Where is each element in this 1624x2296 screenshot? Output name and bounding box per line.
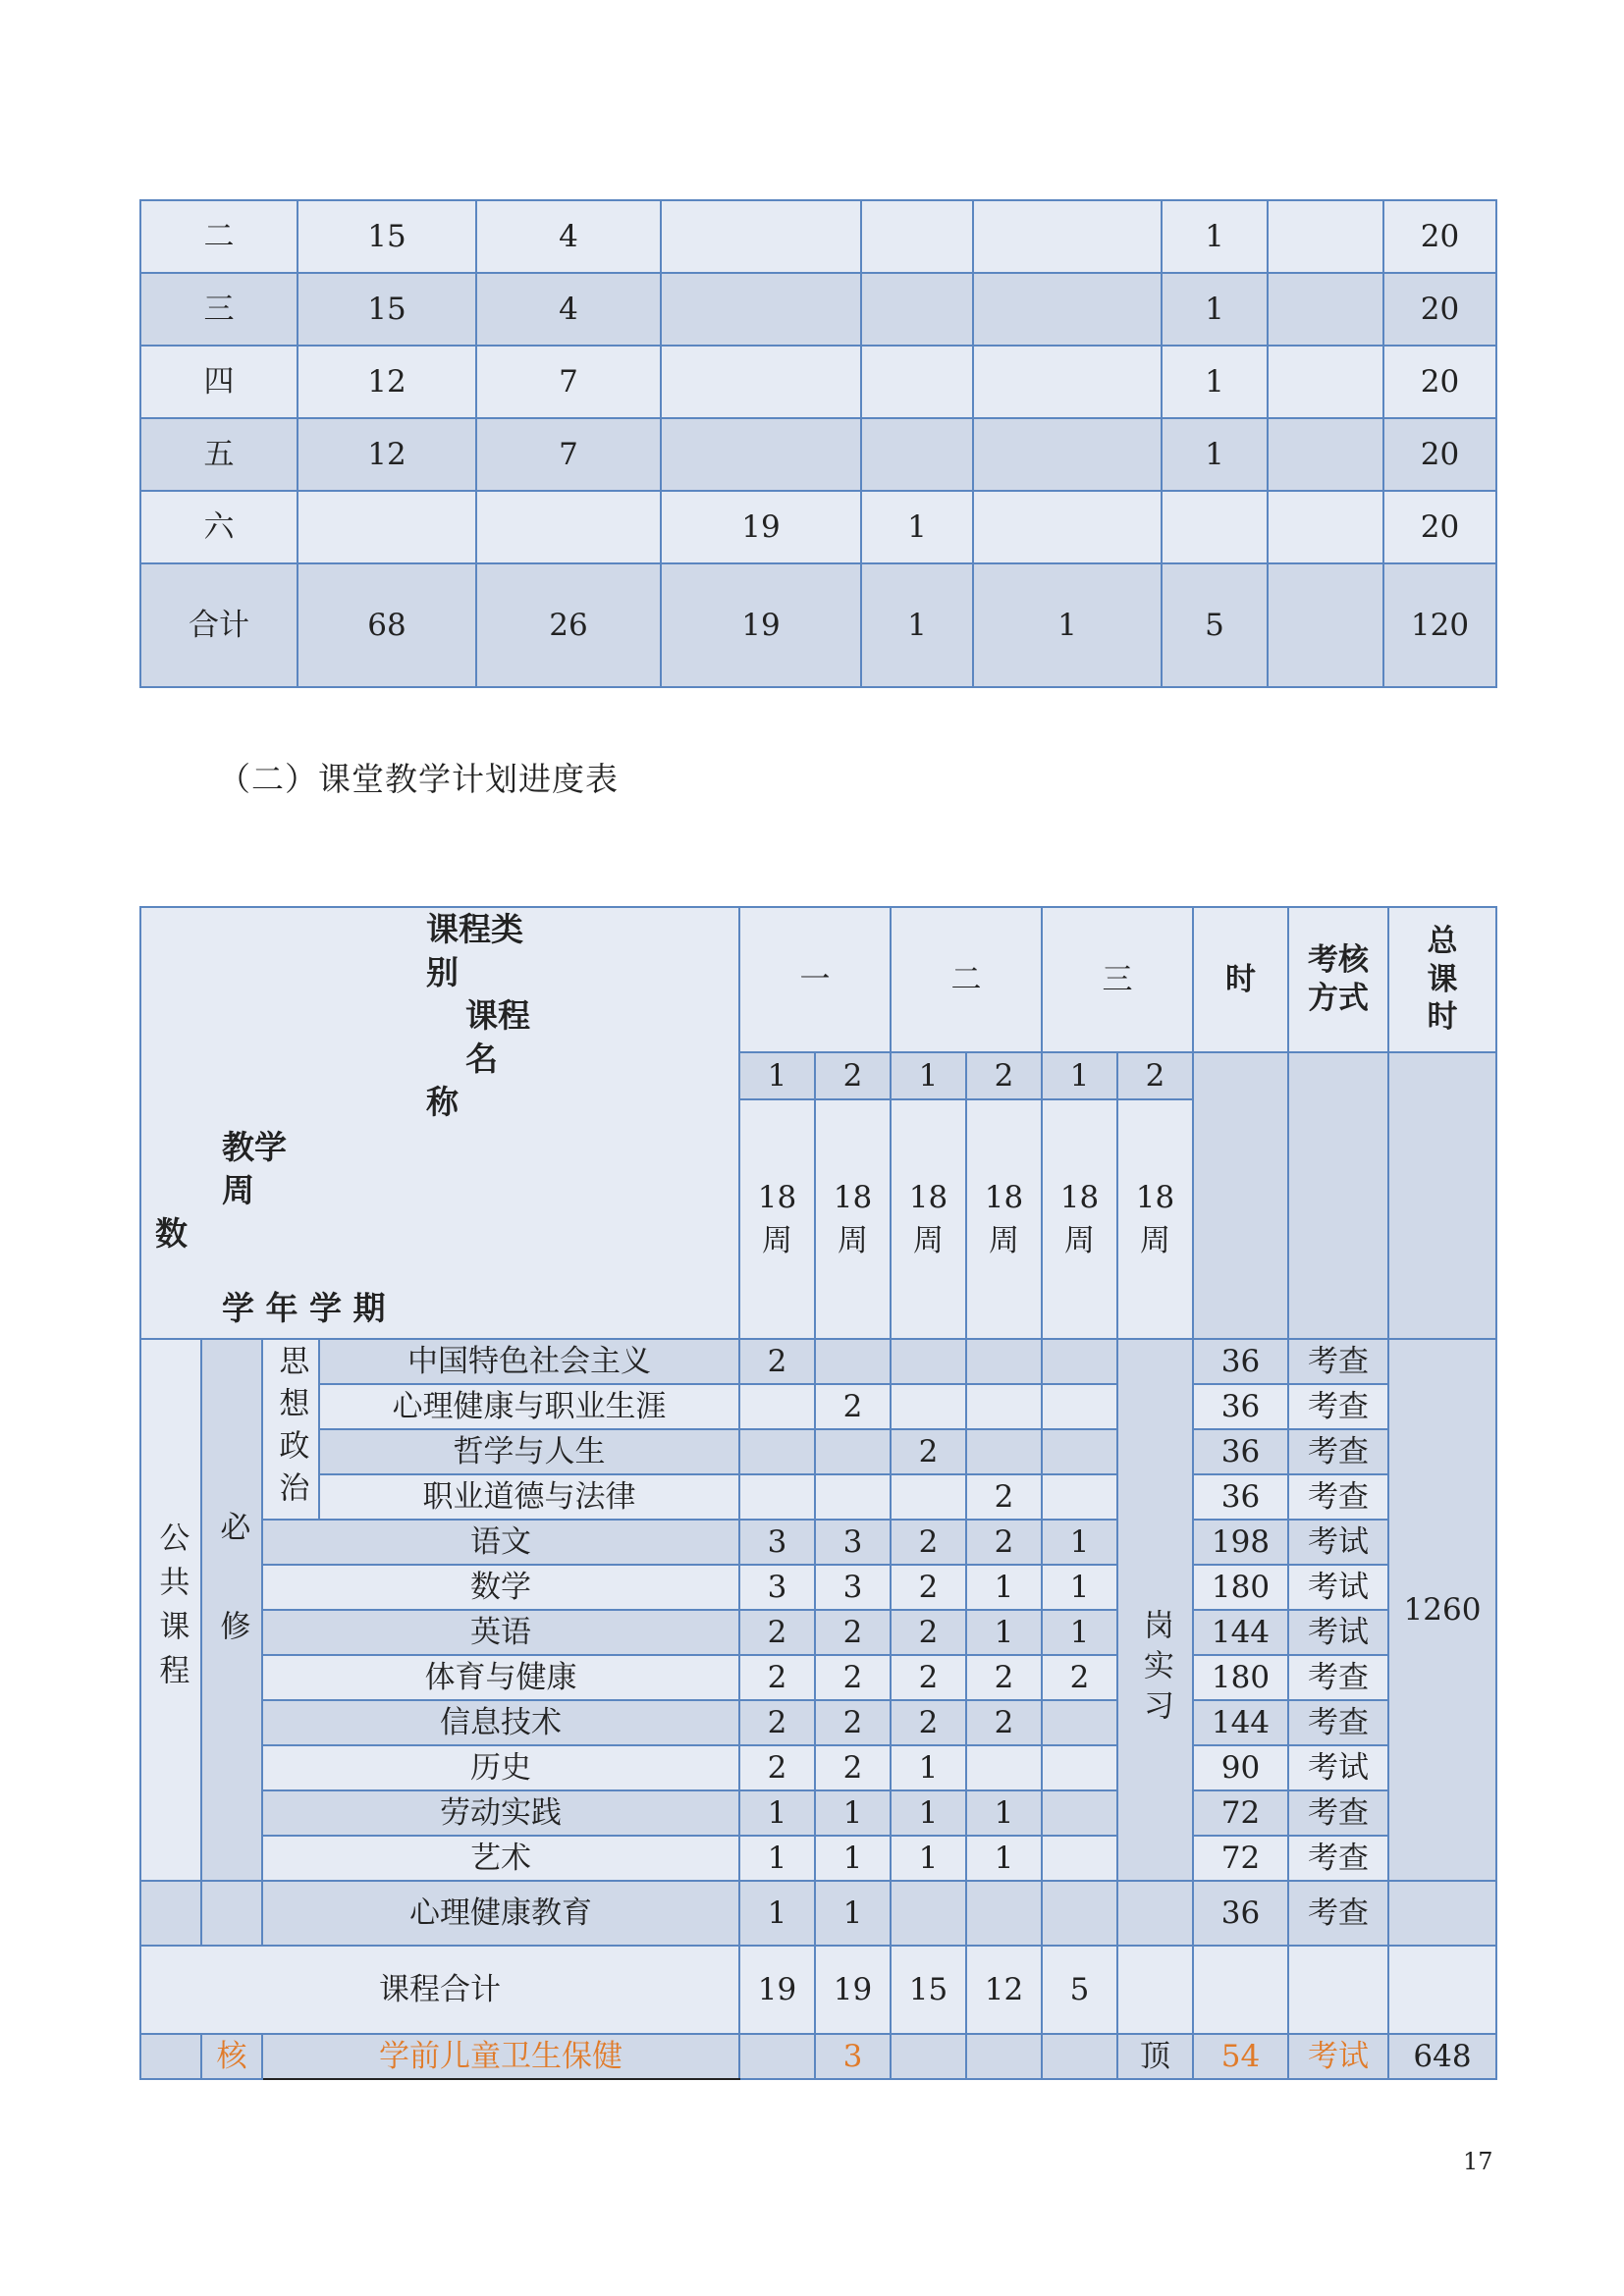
course-hours: 144	[1193, 1610, 1288, 1655]
term-cell: 2	[966, 1052, 1042, 1099]
course-term-hours	[1042, 1881, 1117, 1946]
week-cell-c4	[861, 273, 973, 346]
year-two: 二	[891, 907, 1042, 1052]
course-term-hours	[1042, 1700, 1117, 1745]
section-heading: （二）课堂教学计划进度表	[218, 760, 619, 798]
week-cell-c8: 20	[1383, 273, 1496, 346]
teaching-plan-table	[139, 906, 1497, 2080]
weeks-cell: 18周	[966, 1099, 1042, 1339]
course-hours: 36	[1193, 1339, 1288, 1384]
course-term-hours: 1	[1042, 1610, 1117, 1655]
term-cell: 1	[891, 1052, 966, 1099]
week-cell-c5: 1	[973, 563, 1162, 687]
week-cell-c8: 20	[1383, 491, 1496, 563]
course-term-hours: 2	[891, 1655, 966, 1700]
assessment-fill	[1288, 1052, 1388, 1339]
course-term-hours	[739, 2034, 815, 2079]
week-cell-label: 二	[140, 200, 298, 273]
course-row	[140, 1565, 1496, 1610]
course-term-hours: 2	[966, 1474, 1042, 1520]
course-term-hours	[815, 1429, 891, 1474]
ding-label: 顶	[1117, 2034, 1193, 2079]
week-cell-c7	[1268, 200, 1383, 273]
header-term: 学 年 学 期	[222, 1289, 386, 1327]
course-term-hours	[815, 1474, 891, 1520]
course-term-hours	[966, 1384, 1042, 1429]
ideology-label: 思想政治	[262, 1339, 319, 1520]
course-term-hours	[739, 1384, 815, 1429]
term-cell: 1	[1042, 1052, 1117, 1099]
course-row	[140, 1339, 1496, 1384]
course-term-hours: 1	[739, 1881, 815, 1946]
hours-header: 时	[1193, 907, 1288, 1052]
course-term-hours	[1042, 1429, 1117, 1474]
week-cell-c1: 12	[298, 346, 476, 418]
weeks-cell: 18周	[891, 1099, 966, 1339]
course-hours: 72	[1193, 1836, 1288, 1881]
week-cell-c2: 7	[476, 418, 661, 491]
week-cell-c5	[973, 273, 1162, 346]
course-term-hours: 1	[815, 1790, 891, 1836]
week-cell-c3	[661, 273, 861, 346]
week-row	[140, 491, 1496, 563]
term-cell: 2	[815, 1052, 891, 1099]
course-term-hours: 2	[739, 1339, 815, 1384]
course-name: 心理健康与职业生涯	[319, 1384, 739, 1429]
course-term-hours: 2	[1042, 1655, 1117, 1700]
course-term-hours	[891, 1881, 966, 1946]
week-cell-c5	[973, 491, 1162, 563]
course-term-hours: 2	[815, 1384, 891, 1429]
course-term-hours: 2	[891, 1565, 966, 1610]
course-exam: 考查	[1288, 1881, 1388, 1946]
course-sum-row	[140, 1946, 1496, 2034]
week-row	[140, 346, 1496, 418]
course-term-hours	[1042, 1790, 1117, 1836]
week-cell-c1	[298, 491, 476, 563]
course-name: 历史	[262, 1745, 739, 1790]
course-hours: 144	[1193, 1700, 1288, 1745]
course-row	[140, 1610, 1496, 1655]
course-row	[140, 1836, 1496, 1881]
blank-cell	[1193, 1946, 1288, 2034]
course-term-hours	[1042, 1339, 1117, 1384]
blank-cell	[140, 2034, 201, 2079]
course-exam: 考查	[1288, 1429, 1388, 1474]
page-number: 17	[1463, 2148, 1493, 2175]
course-hours: 36	[1193, 1474, 1288, 1520]
week-row	[140, 418, 1496, 491]
sum-label: 课程合计	[140, 1946, 739, 2034]
course-term-hours: 2	[739, 1700, 815, 1745]
week-cell-c6: 5	[1162, 563, 1268, 687]
week-cell-c6: 1	[1162, 418, 1268, 491]
week-cell-c2	[476, 491, 661, 563]
diagonal-header-cell	[140, 907, 739, 1339]
sum-term-hours: 19	[739, 1946, 815, 2034]
course-name: 语文	[262, 1520, 739, 1565]
course-term-hours	[966, 2034, 1042, 2079]
week-cell-c7	[1268, 418, 1383, 491]
course-hours: 90	[1193, 1745, 1288, 1790]
course-name: 数学	[262, 1565, 739, 1610]
sum-term-hours: 5	[1042, 1946, 1117, 2034]
course-exam: 考查	[1288, 1836, 1388, 1881]
week-cell-c8: 20	[1383, 418, 1496, 491]
course-term-hours: 2	[891, 1610, 966, 1655]
core-label: 核	[201, 2034, 262, 2079]
course-term-hours: 1	[815, 1881, 891, 1946]
week-cell-c7	[1268, 491, 1383, 563]
week-cell-c2: 4	[476, 273, 661, 346]
course-term-hours: 3	[815, 1565, 891, 1610]
course-term-hours: 3	[815, 1520, 891, 1565]
week-cell-c4: 1	[861, 563, 973, 687]
header-weeks-3: 数	[155, 1214, 188, 1253]
course-term-hours: 1	[891, 1745, 966, 1790]
course-term-hours	[891, 1474, 966, 1520]
course-exam: 考查	[1288, 1384, 1388, 1429]
header-weeks-2: 周	[222, 1171, 254, 1209]
internship-label: 岗实习	[1117, 1339, 1193, 1881]
week-row	[140, 563, 1496, 687]
course-hours: 36	[1193, 1384, 1288, 1429]
course-term-hours: 2	[966, 1655, 1042, 1700]
week-cell-c6: 1	[1162, 273, 1268, 346]
course-name: 信息技术	[262, 1700, 739, 1745]
hours-fill	[1193, 1052, 1288, 1339]
course-hours: 198	[1193, 1520, 1288, 1565]
course-exam: 考查	[1288, 1700, 1388, 1745]
core-course-row	[140, 2034, 1496, 2079]
week-cell-c3	[661, 200, 861, 273]
week-cell-c3	[661, 346, 861, 418]
term-cell: 1	[739, 1052, 815, 1099]
sum-term-hours: 19	[815, 1946, 891, 2034]
week-cell-label: 六	[140, 491, 298, 563]
week-cell-c5	[973, 200, 1162, 273]
course-term-hours: 3	[739, 1565, 815, 1610]
week-cell-c3: 19	[661, 491, 861, 563]
course-exam: 考试	[1288, 1610, 1388, 1655]
course-term-hours	[891, 1384, 966, 1429]
mental-health-row	[140, 1881, 1496, 1946]
week-row	[140, 200, 1496, 273]
public-course-label: 公共课程	[140, 1339, 201, 1881]
blank-cell	[1388, 1946, 1496, 2034]
week-cell-c2: 4	[476, 200, 661, 273]
week-row	[140, 273, 1496, 346]
week-cell-c5	[973, 346, 1162, 418]
week-cell-c7	[1268, 563, 1383, 687]
week-cell-c1: 15	[298, 200, 476, 273]
week-cell-c2: 26	[476, 563, 661, 687]
course-name: 职业道德与法律	[319, 1474, 739, 1520]
week-cell-c3	[661, 418, 861, 491]
week-allocation-table	[139, 199, 1497, 688]
course-row	[140, 1700, 1496, 1745]
course-name: 英语	[262, 1610, 739, 1655]
header-weeks: 教学	[222, 1128, 287, 1166]
course-term-hours	[1042, 1384, 1117, 1429]
course-name: 哲学与人生	[319, 1429, 739, 1474]
week-cell-c6	[1162, 491, 1268, 563]
weeks-cell: 18周	[815, 1099, 891, 1339]
sum-term-hours: 12	[966, 1946, 1042, 2034]
week-cell-c5	[973, 418, 1162, 491]
week-cell-c4	[861, 418, 973, 491]
course-term-hours	[891, 1339, 966, 1384]
week-cell-c6: 1	[1162, 346, 1268, 418]
week-cell-c8: 20	[1383, 200, 1496, 273]
course-hours: 72	[1193, 1790, 1288, 1836]
course-term-hours: 1	[815, 1836, 891, 1881]
course-term-hours	[739, 1474, 815, 1520]
course-row	[140, 1790, 1496, 1836]
course-term-hours	[891, 2034, 966, 2079]
course-term-hours: 2	[815, 1700, 891, 1745]
week-cell-c1: 12	[298, 418, 476, 491]
weeks-cell: 18周	[1042, 1099, 1117, 1339]
course-term-hours: 3	[739, 1520, 815, 1565]
core-total-hours: 648	[1388, 2034, 1496, 2079]
term-cell: 2	[1117, 1052, 1193, 1099]
course-term-hours	[1117, 1881, 1193, 1946]
course-exam: 考查	[1288, 1655, 1388, 1700]
course-row	[140, 1384, 1496, 1429]
year-one: 一	[739, 907, 891, 1052]
total-hours-header: 总课时	[1388, 907, 1496, 1052]
week-cell-c3: 19	[661, 563, 861, 687]
course-term-hours: 1	[739, 1836, 815, 1881]
required-label: 必修	[201, 1339, 262, 1881]
week-cell-c4	[861, 346, 973, 418]
week-cell-c7	[1268, 273, 1383, 346]
course-term-hours: 2	[739, 1745, 815, 1790]
header-category-2: 别	[426, 953, 459, 991]
header-course-name: 课程	[465, 996, 530, 1035]
assessment-header: 考核方式	[1288, 907, 1388, 1052]
course-hours: 36	[1193, 1429, 1288, 1474]
week-cell-label: 合计	[140, 563, 298, 687]
course-exam: 考查	[1288, 1790, 1388, 1836]
course-row	[140, 1429, 1496, 1474]
course-term-hours: 2	[966, 1520, 1042, 1565]
course-term-hours: 2	[966, 1700, 1042, 1745]
course-row	[140, 1474, 1496, 1520]
course-term-hours	[1042, 1474, 1117, 1520]
course-name: 体育与健康	[262, 1655, 739, 1700]
course-exam: 考试	[1288, 2034, 1388, 2079]
week-cell-c7	[1268, 346, 1383, 418]
course-term-hours: 3	[815, 2034, 891, 2079]
week-cell-label: 三	[140, 273, 298, 346]
week-cell-label: 五	[140, 418, 298, 491]
course-exam: 考试	[1288, 1745, 1388, 1790]
blank-cell	[1388, 1881, 1496, 1946]
year-three: 三	[1042, 907, 1193, 1052]
header-course-name-3: 称	[426, 1083, 459, 1121]
total-fill	[1388, 1052, 1496, 1339]
course-term-hours: 1	[739, 1790, 815, 1836]
week-cell-c4: 1	[861, 491, 973, 563]
blank-cell	[1288, 1946, 1388, 2034]
course-term-hours	[1042, 2034, 1117, 2079]
course-term-hours: 1	[966, 1790, 1042, 1836]
sum-term-hours	[1117, 1946, 1193, 2034]
course-name: 中国特色社会主义	[319, 1339, 739, 1384]
course-row	[140, 1745, 1496, 1790]
course-term-hours: 1	[891, 1790, 966, 1836]
course-term-hours	[966, 1339, 1042, 1384]
week-cell-c2: 7	[476, 346, 661, 418]
week-cell-c8: 20	[1383, 346, 1496, 418]
course-term-hours	[966, 1881, 1042, 1946]
course-term-hours: 1	[1042, 1520, 1117, 1565]
blank-cell	[140, 1881, 201, 1946]
course-term-hours: 1	[966, 1565, 1042, 1610]
week-cell-c1: 68	[298, 563, 476, 687]
course-name: 劳动实践	[262, 1790, 739, 1836]
course-term-hours: 2	[815, 1655, 891, 1700]
course-term-hours	[1042, 1745, 1117, 1790]
header-course-name-2: 名	[465, 1040, 498, 1078]
course-term-hours	[739, 1429, 815, 1474]
course-term-hours: 1	[966, 1610, 1042, 1655]
course-exam: 考试	[1288, 1520, 1388, 1565]
weeks-cell: 18周	[1117, 1099, 1193, 1339]
course-exam: 考查	[1288, 1339, 1388, 1384]
course-name: 心理健康教育	[262, 1881, 739, 1946]
week-cell-c1: 15	[298, 273, 476, 346]
course-hours: 54	[1193, 2034, 1288, 2079]
course-term-hours	[1042, 1836, 1117, 1881]
week-cell-c8: 120	[1383, 563, 1496, 687]
header-category: 课程类	[426, 910, 523, 948]
blank-cell	[201, 1881, 262, 1946]
course-term-hours	[815, 1339, 891, 1384]
course-row	[140, 1520, 1496, 1565]
course-exam: 考试	[1288, 1565, 1388, 1610]
course-term-hours: 2	[891, 1700, 966, 1745]
week-cell-label: 四	[140, 346, 298, 418]
course-term-hours: 2	[815, 1745, 891, 1790]
course-row	[140, 1655, 1496, 1700]
course-term-hours	[966, 1429, 1042, 1474]
course-exam: 考查	[1288, 1474, 1388, 1520]
week-cell-c4	[861, 200, 973, 273]
course-hours: 36	[1193, 1881, 1288, 1946]
course-name: 学前儿童卫生保健	[262, 2034, 739, 2079]
course-term-hours: 2	[891, 1520, 966, 1565]
week-cell-c6: 1	[1162, 200, 1268, 273]
course-term-hours: 2	[891, 1429, 966, 1474]
course-term-hours: 2	[739, 1655, 815, 1700]
weeks-cell: 18周	[739, 1099, 815, 1339]
course-name: 艺术	[262, 1836, 739, 1881]
total-public-hours: 1260	[1388, 1339, 1496, 1881]
course-hours: 180	[1193, 1655, 1288, 1700]
course-term-hours: 2	[815, 1610, 891, 1655]
course-term-hours	[966, 1745, 1042, 1790]
course-term-hours: 1	[1042, 1565, 1117, 1610]
course-hours: 180	[1193, 1565, 1288, 1610]
course-term-hours: 1	[891, 1836, 966, 1881]
course-term-hours: 1	[966, 1836, 1042, 1881]
course-term-hours: 2	[739, 1610, 815, 1655]
sum-term-hours: 15	[891, 1946, 966, 2034]
